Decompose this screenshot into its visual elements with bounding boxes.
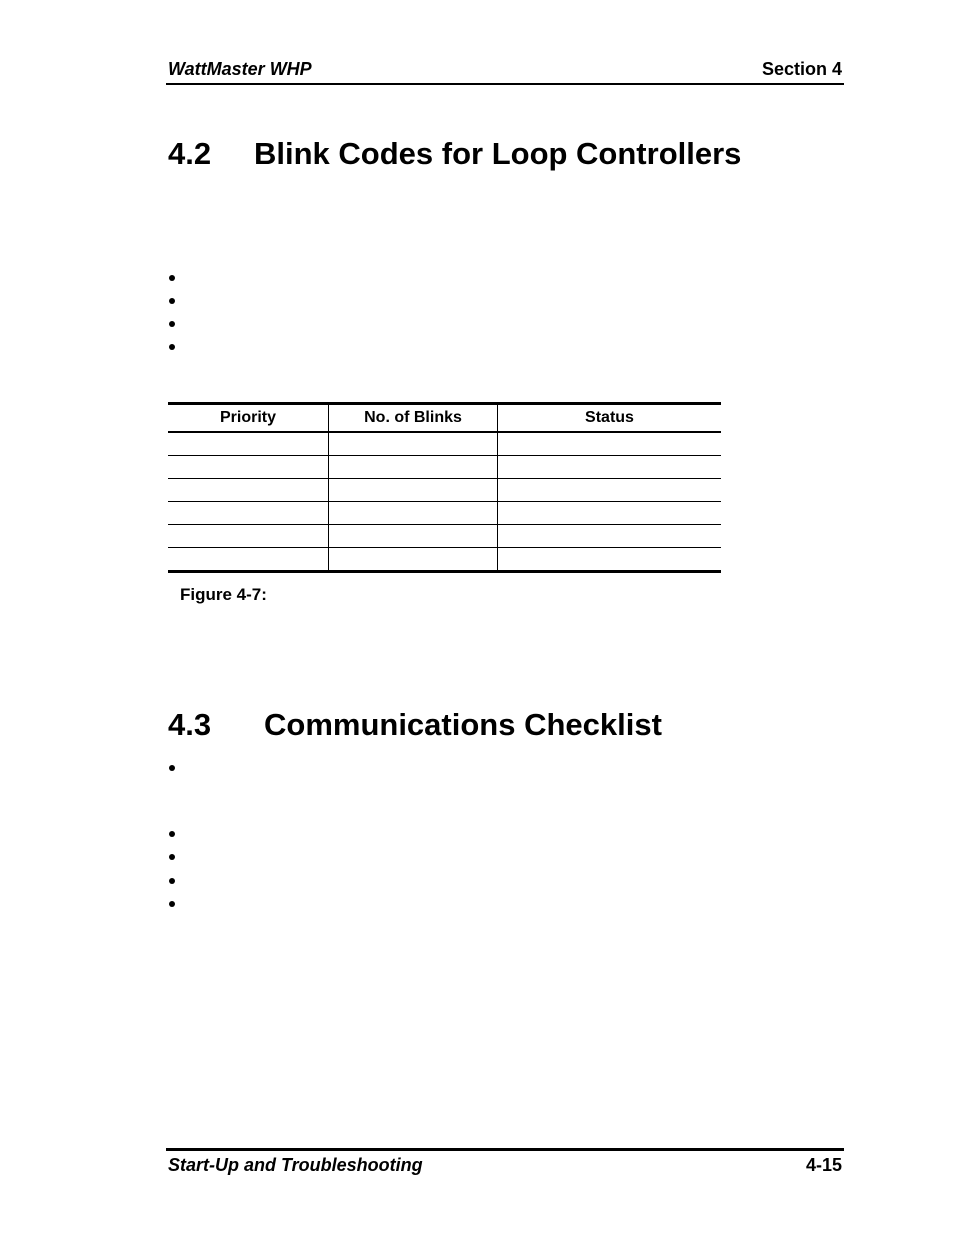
table-cell bbox=[498, 502, 722, 525]
figure-caption: Figure 4-7: bbox=[180, 585, 267, 604]
col-header-blinks: No. of Blinks bbox=[329, 404, 498, 433]
section-4-3-heading bbox=[168, 707, 662, 743]
table-cell bbox=[329, 432, 498, 456]
table-row bbox=[168, 456, 721, 479]
section-4-3-title: Communications Checklist bbox=[264, 707, 662, 742]
header-left-title: WattMaster WHP bbox=[168, 59, 312, 79]
col-header-status: Status bbox=[498, 404, 722, 433]
section-4-2-number: 4.2 bbox=[168, 136, 212, 171]
table-cell bbox=[498, 525, 722, 548]
table-cell bbox=[498, 479, 722, 502]
footer-left-title: Start-Up and Troubleshooting bbox=[168, 1155, 423, 1175]
table-cell bbox=[168, 548, 329, 572]
section-4-3-number: 4.3 bbox=[168, 707, 212, 742]
table-row bbox=[168, 502, 721, 525]
section-4-2-title: Blink Codes for Loop Controllers bbox=[254, 136, 742, 171]
bullet-marker bbox=[167, 829, 177, 839]
footer-rule bbox=[166, 1148, 844, 1151]
bullet-marker bbox=[167, 273, 177, 283]
table-row bbox=[168, 479, 721, 502]
table-cell bbox=[168, 479, 329, 502]
bullet-marker bbox=[167, 899, 177, 909]
table-cell bbox=[329, 502, 498, 525]
bullet-marker bbox=[167, 852, 177, 862]
page-number: 4-15 bbox=[805, 1155, 842, 1175]
bullet-marker bbox=[167, 319, 177, 329]
table-cell bbox=[329, 525, 498, 548]
table-row bbox=[168, 525, 721, 548]
section-4-2-heading bbox=[168, 136, 741, 172]
bullet-marker bbox=[167, 296, 177, 306]
table-row bbox=[168, 548, 721, 572]
col-header-priority: Priority bbox=[168, 404, 329, 433]
table-row bbox=[168, 432, 721, 456]
table-cell bbox=[168, 432, 329, 456]
header-section-label: Section 4 bbox=[761, 59, 842, 79]
table-cell bbox=[498, 548, 722, 572]
table-cell bbox=[498, 456, 722, 479]
table-cell bbox=[168, 456, 329, 479]
header-rule bbox=[166, 83, 844, 85]
table-header-row bbox=[168, 404, 721, 433]
bullet-marker bbox=[167, 876, 177, 886]
table-cell bbox=[329, 456, 498, 479]
table-cell bbox=[168, 502, 329, 525]
table-cell bbox=[498, 432, 722, 456]
table-cell bbox=[329, 479, 498, 502]
blink-codes-table bbox=[168, 402, 721, 573]
table-cell bbox=[329, 548, 498, 572]
table-cell bbox=[168, 525, 329, 548]
bullet-marker bbox=[167, 763, 177, 773]
bullet-marker bbox=[167, 342, 177, 352]
